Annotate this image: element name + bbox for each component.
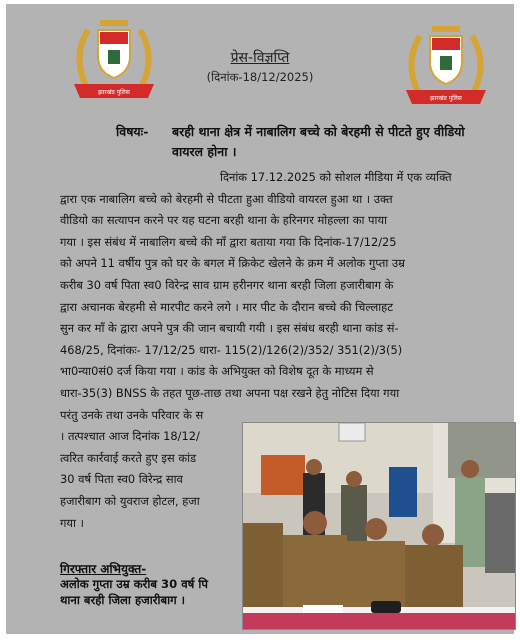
body-line: द्वारा अचानक बेरहमी से मारपीट करने लगे । मार पीट के दौरान बच्चे की चिल्लाहट (60, 299, 393, 314)
accused-heading: गिरफ्तार अभियुक्त- (60, 562, 147, 576)
subject-block (116, 122, 496, 162)
body-line: त्वरित कार्रवाई करते हुए इस कांड (60, 450, 197, 465)
body-line: गया । इस संबंध में नाबालिग बच्चे की माँ द्वारा बताया गया कि दिनांक-17/12/25 (60, 234, 397, 249)
body-line: गया । (60, 515, 84, 530)
emblem-text-left: झारखंड पुलिस (98, 89, 130, 96)
body-line: धारा-35(3) BNSS के तहत पूछ-ताछ तथा अपना पक्ष रखने हेतु नोटिस दिया गया (60, 385, 400, 400)
body-line: द्वारा एक नाबालिग बच्चे को बेरहमी से पीटता हुआ वीडियो वायरल हुआ था । उक्त (60, 191, 393, 206)
subject-label: विषयः- (116, 124, 149, 139)
press-conference-photo (242, 422, 516, 630)
body-line: हजारीबाग को युवराज होटल, हजा (60, 493, 200, 508)
accused-details (60, 576, 250, 608)
release-date: (दिनांक-18/12/2025) (206, 70, 314, 84)
body-line: 30 वर्ष पिता स्व0 विरेन्द्र साव (60, 472, 183, 487)
body-line: दिनांक 17.12.2025 को सोशल मीडिया में एक व्यक्ति (220, 170, 452, 184)
accused-line: थाना बरही जिला हजारीबाग । (60, 593, 186, 607)
body-line: परंतु उनके तथा उनके परिवार के स (60, 407, 204, 422)
jharkhand-police-emblem-right (396, 22, 496, 112)
body-line: । तत्पश्चात आज दिनांक 18/12/ (60, 429, 200, 444)
body-line: को अपने 11 वर्षीय पुत्र को घर के बगल में क्रिकेट खेलने के क्रम में अलोक गुप्ता उम्र (60, 256, 405, 271)
body-line: करीब 30 वर्ष पिता स्व0 विरेन्द्र साव ग्राम हरीनगर थाना बरही जिला हजारीबाग के (60, 277, 394, 292)
body-line: सुन कर माँ के द्वारा अपने पुत्र की जान बचायी गयी । इस संबंध बरही थाना कांड सं- (60, 321, 399, 336)
subject-text: बरही थाना क्षेत्र में नाबालिग बच्चे को बेरहमी से पीटते हुए वीडियो वायरल होना । (172, 124, 465, 159)
emblem-text-right: झारखंड पुलिस (430, 95, 462, 102)
body-line: भा0न्या0सं0 दर्ज किया गया । कांड के अभियुक्त को विशेष दूत के माध्यम से (60, 364, 374, 379)
body-line: 468/25, दिनांकः- 17/12/25 धारा- 115(2)/126(2)/352/ 351(2)/3(5) (60, 342, 403, 357)
body-line: वीडियो का सत्यापन करने पर यह घटना बरही थाना के हरिनगर मोहल्ला का पाया (60, 213, 388, 228)
accused-line: अलोक गुप्ता उम्र करीब 30 वर्ष पि (60, 577, 208, 591)
page-title: प्रेस-विज्ञप्ति (230, 50, 290, 66)
photo-illustration (243, 423, 515, 629)
